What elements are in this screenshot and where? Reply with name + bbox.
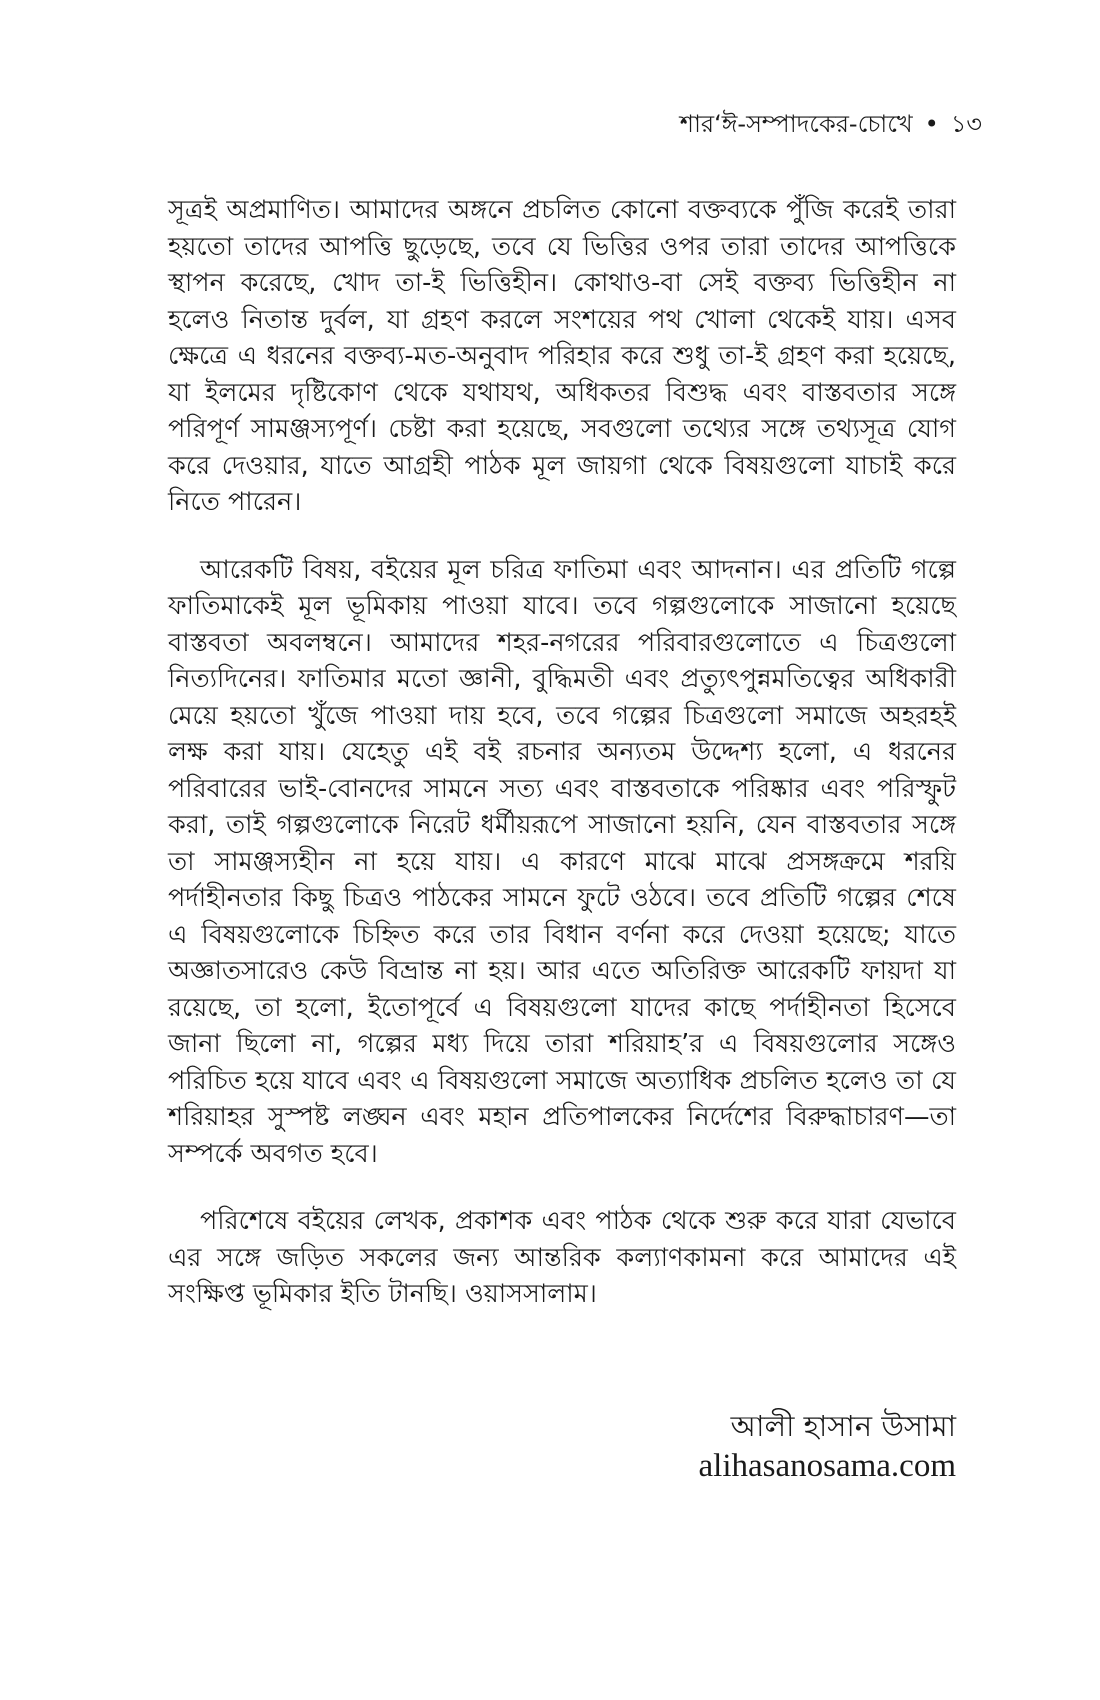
paragraph-3: পরিশেষে বইয়ের লেখক, প্রকাশক এবং পাঠক থেকে শুরু করে যারা যেভাবে এর সঙ্গে জড়িত সকলের জন্য আন্তরিক কল্যাণকামনা করে আমাদের এই সংক্ষিপ্ত ভূমিকার ইতি টানছি। ওয়াসসালাম। xyxy=(168,1206,956,1309)
running-title: শার‘ঈ-সম্পাদকের-চোখে xyxy=(679,110,913,138)
running-header xyxy=(680,108,982,140)
author-website: alihasanosama.com xyxy=(698,1448,956,1484)
paragraph-2: আরেকটি বিষয়, বইয়ের মূল চরিত্র ফাতিমা এবং আদনান। এর প্রতিটি গল্পে ফাতিমাকেই মূল ভূমিকায় পাওয়া যাবে। তবে গল্পগুলোকে সাজানো হয়েছে বাস্তবতা অবলম্বনে। আমাদের শহর-নগরের পরিবারগুলোতে এ চিত্রগুলো নিত্যদিনের। ফাতিমার মতো জ্ঞানী, বুদ্ধিমতী এবং প্রত্যুৎপুন্নমতিত্বের অধিকারী মেয়ে হয়তো খুঁজে পাওয়া দায় হবে, তবে গল্পের চিত্রগুলো সমাজে অহরহই লক্ষ করা যায়। যেহেতু এই বই রচনার অন্যতম উদ্দেশ্য হলো, এ ধরনের পরিবারের ভাই-বোনদের সামনে সত্য এবং বাস্তবতাকে পরিষ্কার এবং পরিস্ফুট করা, তাই গল্পগুলোকে নিরেট ধর্মীয়রূপে সাজানো হয়নি, যেন বাস্তবতার সঙ্গে তা সামঞ্জস্যহীন না হয়ে যায়। এ কারণে মাঝে মাঝে প্রসঙ্গক্রমে শরয়ি পর্দাহীনতার কিছু চিত্রও পাঠকের সামনে ফুটে ওঠবে। তবে প্রতিটি গল্পের শেষে এ বিষয়গুলোকে চিহ্নিত করে তার বিধান বর্ণনা করে দেওয়া হয়েছে; যাতে অজ্ঞাতসারেও কেউ বিভ্রান্ত না হয়। আর এতে অতিরিক্ত আরেকটি ফায়দা যা রয়েছে, তা হলো, ইতোপূর্বে এ বিষয়গুলো যাদের কাছে পর্দাহীনতা হিসেবে জানা ছিলো না, গল্পের মধ্য দিয়ে তারা শরিয়াহ’র এ বিষয়গুলোর সঙ্গেও পরিচিত হয়ে যাবে এবং এ বিষয়গুলো সমাজে অত্যাধিক প্রচলিত হলেও তা যে শরিয়াহর সুস্পষ্ট লঙ্ঘন এবং মহান প্রতিপালকের নির্দেশের বিরুদ্ধাচারণ—তা সম্পর্কে অবগত হবে। xyxy=(168,554,956,1169)
signature-block xyxy=(699,1406,957,1486)
header-separator: • xyxy=(924,110,939,138)
page-number: ১৩ xyxy=(950,110,982,138)
paragraph-1: সূত্রই অপ্রমাণিত। আমাদের অঙ্গনে প্রচলিত কোনো বক্তব্যকে পুঁজি করেই তারা হয়তো তাদের আপত্তি ছুড়েছে, তবে যে ভিত্তির ওপর তারা তাদের আপত্তিকে স্থাপন করেছে, খোদ তা-ই ভিত্তিহীন। কোথাও-বা সেই বক্তব্য ভিত্তিহীন না হলেও নিতান্ত দুর্বল, যা গ্রহণ করলে সংশয়ের পথ খোলা থেকেই যায়। এসব ক্ষেত্রে এ ধরনের বক্তব্য-মত-অনুবাদ পরিহার করে শুধু তা-ই গ্রহণ করা হয়েছে, যা ইলমের দৃষ্টিকোণ থেকে যথাযথ, অধিকতর বিশুদ্ধ এবং বাস্তবতার সঙ্গে পরিপূর্ণ সামঞ্জস্যপূর্ণ। চেষ্টা করা হয়েছে, সবগুলো তথ্যের সঙ্গে তথ্যসূত্র যোগ করে দেওয়ার, যাতে আগ্রহী পাঠক মূল জায়গা থেকে বিষয়গুলো যাচাই করে নিতে পারেন। xyxy=(168,195,956,517)
body-text xyxy=(168,192,956,1344)
author-name: আলী হাসান উসামা xyxy=(730,1409,956,1443)
